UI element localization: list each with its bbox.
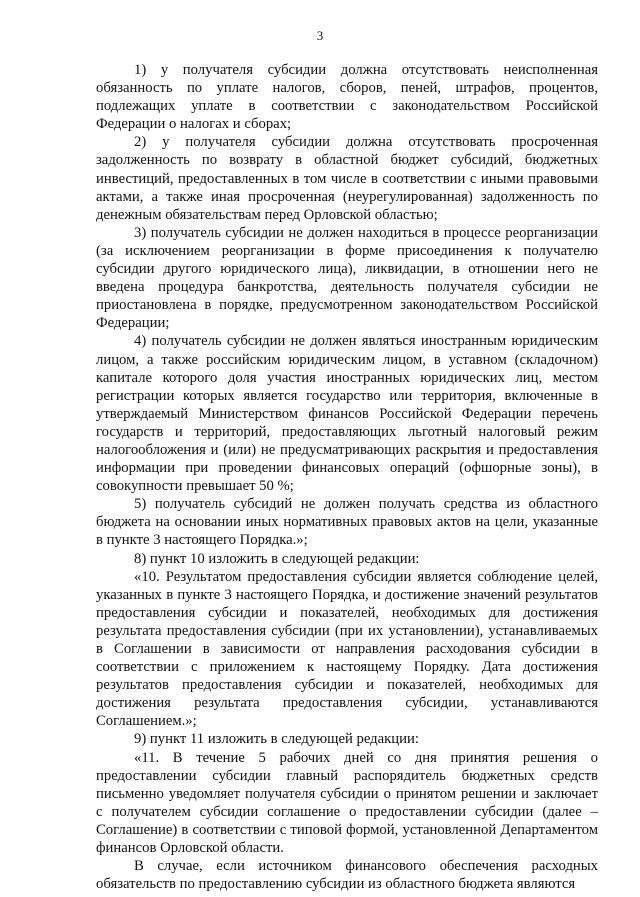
paragraph-amendment-9: 9) пункт 11 изложить в следующей редакции: <box>134 731 419 748</box>
paragraph-funding-case: В случае, если источником финансового обеспечения расходных обязательств по предоставлению субсидии из областного бюджета являются <box>96 858 598 893</box>
paragraph-condition-4: 4) получатель субсидии не должен являться иностранным юридическим лицом, а также российским юридическим лицом, в уставном (складочном) капитале которого доля участия иностранных юридических лиц, местом регистрации которых является государство или территория, включенные в утверждаемый Министерством финансов Российской Федерации перечень государств и территорий, предоставляющих льготный налоговый режим налогообложения и (или) не предусматривающих раскрытия и предоставления информации при проведении финансовых операций (офшорные зоны), в совокупности превышает 50 %; <box>96 333 598 495</box>
paragraph-condition-5: 5) получатель субсидий не должен получать средства из областного бюджета на основании иных нормативных правовых актов на цели, указанные в пункте 3 настоящего Порядка.»; <box>96 496 598 549</box>
paragraph-item-10: «10. Результатом предоставления субсидии является соблюдение целей, указанных в пункте 3 настоящего Порядка, и достижение значений результатов предоставления субсидии и показателей, необходимых для достижения результата предоставления субсидии (при их установлении), устанавливаемых в Соглашении в зависимости от направления расходования субсидии в соответствии с приложением к настоящему Порядку. Дата достижения результатов предоставления субсидии и показателей, необходимых для достижения результата предоставления субсидии, устанавливаются Соглашением.»; <box>96 568 598 730</box>
document-body <box>96 61 598 893</box>
paragraph-condition-3: 3) получатель субсидии не должен находиться в процессе реорганизации (за исключением реорганизации в форме присоединения к получателю субсидии другого юридического лица), ликвидации, в отношении него не введена процедура банкротства, деятельность получателя субсидии не приостановлена в порядке, предусмотренном законодательством Российской Федерации; <box>96 224 598 332</box>
paragraph-condition-2: 2) у получателя субсидии должна отсутствовать просроченная задолженность по возврату в областной бюджет субсидий, бюджетных инвестиций, предоставленных в том числе в соответствии с иными правовыми актами, а также иная просроченная (неурегулированная) задолженность по денежным обязательствам перед Орловской областью; <box>96 134 598 223</box>
paragraph-amendment-8: 8) пункт 10 изложить в следующей редакции: <box>134 550 420 567</box>
page-number: 3 <box>316 28 324 43</box>
paragraph-condition-1: 1) у получателя субсидии должна отсутствовать неисполненная обязанность по уплате налогов, сборов, пеней, штрафов, процентов, подлежащих уплате в соответствии с законодательством Российской Федерации о налогах и сборах; <box>96 62 598 133</box>
paragraph-item-11: «11. В течение 5 рабочих дней со дня принятия решения о предоставлении субсидии главный распорядитель бюджетных средств письменно уведомляет получателя субсидии о принятом решении и заключает с получателем субсидии соглашение о предоставлении субсидии (далее – Соглашение) в соответствии с типовой формой, установленной Департаментом финансов Орловской области. <box>96 749 598 857</box>
